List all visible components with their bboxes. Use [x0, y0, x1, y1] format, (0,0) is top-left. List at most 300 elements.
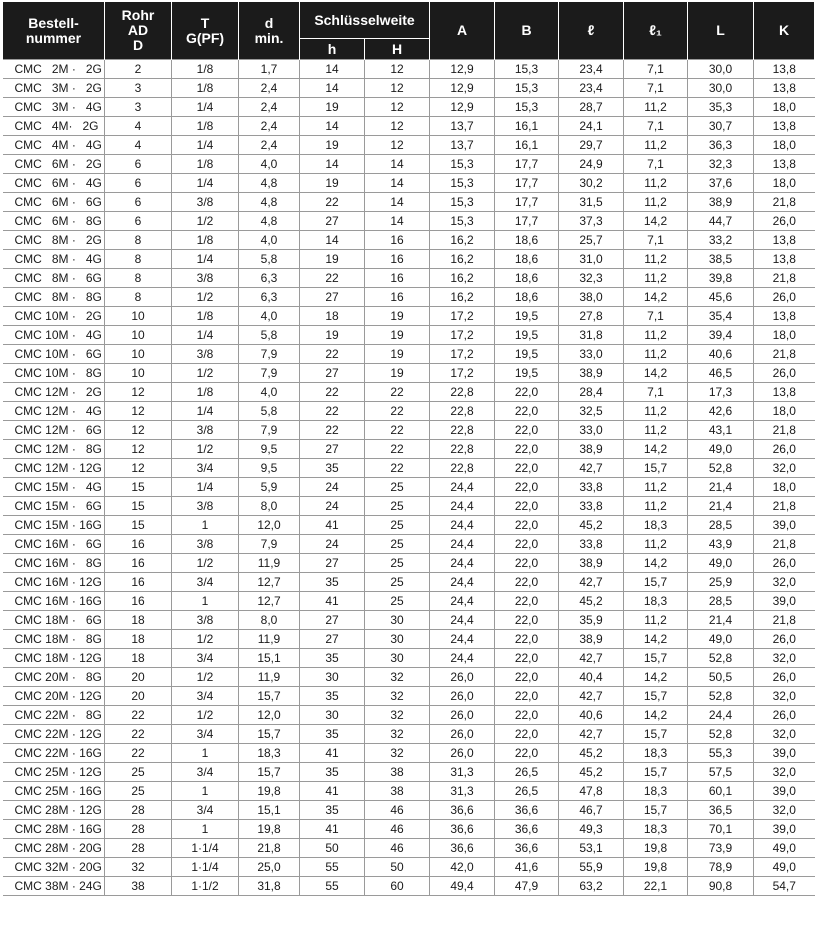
- cell-l1: 18,3: [624, 516, 688, 535]
- cell-l: 42,7: [559, 649, 624, 668]
- cell-l-big: 21,4: [688, 611, 754, 630]
- cell-l-big: 57,5: [688, 763, 754, 782]
- cell-l: 45,2: [559, 516, 624, 535]
- cell-d-min: 8,0: [239, 497, 300, 516]
- cell-a: 36,6: [430, 801, 495, 820]
- cell-rohr-ad: 18: [105, 649, 172, 668]
- cell-rohr-ad: 22: [105, 744, 172, 763]
- cell-bestellnummer: CMC 22M · 12G: [3, 725, 105, 744]
- cell-a: 17,2: [430, 307, 495, 326]
- cell-h-small: 35: [300, 573, 365, 592]
- cell-k: 26,0: [754, 212, 815, 231]
- table-row: [3, 364, 815, 383]
- cell-rohr-ad: 28: [105, 820, 172, 839]
- header-l1: ℓ₁: [624, 2, 688, 60]
- cell-l1: 14,2: [624, 212, 688, 231]
- cell-rohr-ad: 16: [105, 592, 172, 611]
- cell-k: 21,8: [754, 497, 815, 516]
- table-row: [3, 687, 815, 706]
- table-row: [3, 554, 815, 573]
- cell-k: 26,0: [754, 668, 815, 687]
- cell-k: 26,0: [754, 706, 815, 725]
- cell-b: 19,5: [495, 345, 559, 364]
- cell-h-big: 30: [365, 649, 430, 668]
- cell-h-big: 30: [365, 630, 430, 649]
- cell-l-big: 42,6: [688, 402, 754, 421]
- cell-h-small: 41: [300, 744, 365, 763]
- cell-a: 24,4: [430, 630, 495, 649]
- cell-thread-t: 1/4: [172, 478, 239, 497]
- cell-rohr-ad: 22: [105, 725, 172, 744]
- cell-h-big: 22: [365, 383, 430, 402]
- cell-h-big: 32: [365, 668, 430, 687]
- cell-l1: 18,3: [624, 820, 688, 839]
- cell-rohr-ad: 8: [105, 250, 172, 269]
- cell-rohr-ad: 15: [105, 516, 172, 535]
- cell-h-big: 32: [365, 706, 430, 725]
- cell-l1: 15,7: [624, 763, 688, 782]
- cell-bestellnummer: CMC 15M · 4G: [3, 478, 105, 497]
- cell-h-big: 30: [365, 611, 430, 630]
- cell-l1: 7,1: [624, 117, 688, 136]
- cell-rohr-ad: 25: [105, 763, 172, 782]
- table-row: [3, 592, 815, 611]
- cell-h-big: 60: [365, 877, 430, 896]
- cell-bestellnummer: CMC 25M · 16G: [3, 782, 105, 801]
- cell-rohr-ad: 6: [105, 193, 172, 212]
- cell-d-min: 4,8: [239, 174, 300, 193]
- cell-rohr-ad: 12: [105, 402, 172, 421]
- table-row: [3, 421, 815, 440]
- cell-b: 17,7: [495, 174, 559, 193]
- cell-l: 45,2: [559, 763, 624, 782]
- table-row: [3, 383, 815, 402]
- cell-k: 54,7: [754, 877, 815, 896]
- cell-rohr-ad: 10: [105, 326, 172, 345]
- cell-k: 21,8: [754, 269, 815, 288]
- cell-h-small: 27: [300, 288, 365, 307]
- cell-bestellnummer: CMC 20M · 12G: [3, 687, 105, 706]
- cell-bestellnummer: CMC 38M · 24G: [3, 877, 105, 896]
- cell-thread-t: 1/2: [172, 554, 239, 573]
- cell-h-small: 24: [300, 535, 365, 554]
- cell-bestellnummer: CMC 3M · 4G: [3, 98, 105, 117]
- cell-d-min: 2,4: [239, 79, 300, 98]
- cell-rohr-ad: 10: [105, 345, 172, 364]
- cell-thread-t: 1: [172, 744, 239, 763]
- cell-b: 18,6: [495, 288, 559, 307]
- cell-l1: 15,7: [624, 801, 688, 820]
- cell-h-big: 12: [365, 79, 430, 98]
- cell-h-big: 19: [365, 326, 430, 345]
- cell-rohr-ad: 32: [105, 858, 172, 877]
- cell-l1: 11,2: [624, 250, 688, 269]
- cell-b: 26,5: [495, 782, 559, 801]
- cell-bestellnummer: CMC 8M · 6G: [3, 269, 105, 288]
- header-bestellnummer: Bestell- nummer: [3, 2, 105, 60]
- cell-h-small: 41: [300, 782, 365, 801]
- table-row: [3, 79, 815, 98]
- header-rohr-ad: Rohr AD D: [105, 2, 172, 60]
- cell-l-big: 30,0: [688, 79, 754, 98]
- cell-l: 38,0: [559, 288, 624, 307]
- cell-bestellnummer: CMC 16M · 16G: [3, 592, 105, 611]
- cell-thread-t: 3/8: [172, 497, 239, 516]
- cell-bestellnummer: CMC 6M · 2G: [3, 155, 105, 174]
- cell-rohr-ad: 12: [105, 440, 172, 459]
- cell-l-big: 38,5: [688, 250, 754, 269]
- cell-bestellnummer: CMC 6M · 8G: [3, 212, 105, 231]
- cell-k: 32,0: [754, 649, 815, 668]
- cell-l: 24,9: [559, 155, 624, 174]
- cell-h-small: 35: [300, 649, 365, 668]
- cell-k: 49,0: [754, 839, 815, 858]
- cell-d-min: 15,7: [239, 687, 300, 706]
- cell-l-big: 73,9: [688, 839, 754, 858]
- table-row: [3, 60, 815, 79]
- cell-rohr-ad: 38: [105, 877, 172, 896]
- cell-l-big: 30,0: [688, 60, 754, 79]
- cell-thread-t: 1: [172, 592, 239, 611]
- table-row: [3, 155, 815, 174]
- cell-bestellnummer: CMC 10M · 2G: [3, 307, 105, 326]
- table-row: [3, 649, 815, 668]
- cell-b: 22,0: [495, 573, 559, 592]
- cell-l1: 7,1: [624, 60, 688, 79]
- cell-l: 31,0: [559, 250, 624, 269]
- cell-l-big: 35,3: [688, 98, 754, 117]
- cell-d-min: 2,4: [239, 117, 300, 136]
- cell-thread-t: 1/2: [172, 668, 239, 687]
- cell-bestellnummer: CMC 8M · 2G: [3, 231, 105, 250]
- cell-d-min: 2,4: [239, 98, 300, 117]
- cell-rohr-ad: 15: [105, 478, 172, 497]
- cell-thread-t: 3/8: [172, 421, 239, 440]
- table-row: [3, 345, 815, 364]
- cell-bestellnummer: CMC 22M · 16G: [3, 744, 105, 763]
- cell-a: 31,3: [430, 763, 495, 782]
- cell-d-min: 7,9: [239, 345, 300, 364]
- cell-rohr-ad: 8: [105, 288, 172, 307]
- cell-l: 37,3: [559, 212, 624, 231]
- cell-h-small: 22: [300, 421, 365, 440]
- cell-thread-t: 1/8: [172, 307, 239, 326]
- cell-thread-t: 1/8: [172, 383, 239, 402]
- table-row: [3, 801, 815, 820]
- cell-l: 38,9: [559, 364, 624, 383]
- cell-l: 38,9: [559, 440, 624, 459]
- cell-l1: 19,8: [624, 839, 688, 858]
- cell-b: 18,6: [495, 250, 559, 269]
- cell-k: 13,8: [754, 79, 815, 98]
- table-row: [3, 763, 815, 782]
- cell-rohr-ad: 12: [105, 383, 172, 402]
- cell-bestellnummer: CMC 3M · 2G: [3, 79, 105, 98]
- cell-l1: 15,7: [624, 459, 688, 478]
- table-row: [3, 839, 815, 858]
- cell-l1: 7,1: [624, 231, 688, 250]
- cell-bestellnummer: CMC 22M · 8G: [3, 706, 105, 725]
- cell-l-big: 78,9: [688, 858, 754, 877]
- cell-l1: 11,2: [624, 174, 688, 193]
- cell-rohr-ad: 3: [105, 98, 172, 117]
- table-row: [3, 630, 815, 649]
- cell-d-min: 1,7: [239, 60, 300, 79]
- cell-h-small: 18: [300, 307, 365, 326]
- cell-h-big: 12: [365, 60, 430, 79]
- cell-l: 35,9: [559, 611, 624, 630]
- cell-h-big: 25: [365, 516, 430, 535]
- cell-k: 13,8: [754, 250, 815, 269]
- cell-l-big: 49,0: [688, 554, 754, 573]
- cell-rohr-ad: 3: [105, 79, 172, 98]
- cell-l1: 14,2: [624, 554, 688, 573]
- cell-thread-t: 3/4: [172, 763, 239, 782]
- cell-l-big: 52,8: [688, 459, 754, 478]
- cell-b: 19,5: [495, 364, 559, 383]
- cell-thread-t: 1/8: [172, 155, 239, 174]
- cell-thread-t: 1/2: [172, 706, 239, 725]
- cell-d-min: 15,7: [239, 725, 300, 744]
- cell-l: 42,7: [559, 725, 624, 744]
- cell-h-big: 22: [365, 459, 430, 478]
- cell-a: 24,4: [430, 478, 495, 497]
- cell-d-min: 11,9: [239, 554, 300, 573]
- cell-rohr-ad: 20: [105, 687, 172, 706]
- cell-k: 18,0: [754, 174, 815, 193]
- cell-bestellnummer: CMC 8M · 8G: [3, 288, 105, 307]
- cell-l-big: 36,5: [688, 801, 754, 820]
- cell-bestellnummer: CMC 4M · 4G: [3, 136, 105, 155]
- cell-b: 17,7: [495, 193, 559, 212]
- cell-b: 18,6: [495, 269, 559, 288]
- cell-rohr-ad: 16: [105, 535, 172, 554]
- cell-h-big: 25: [365, 535, 430, 554]
- cell-b: 16,1: [495, 117, 559, 136]
- cell-l-big: 21,4: [688, 478, 754, 497]
- table-row: [3, 136, 815, 155]
- cell-a: 36,6: [430, 839, 495, 858]
- cell-thread-t: 1/2: [172, 212, 239, 231]
- cell-l: 28,7: [559, 98, 624, 117]
- cell-thread-t: 1: [172, 820, 239, 839]
- cell-bestellnummer: CMC 12M · 8G: [3, 440, 105, 459]
- cell-thread-t: 1·1/4: [172, 858, 239, 877]
- cell-thread-t: 3/4: [172, 725, 239, 744]
- cell-l-big: 52,8: [688, 725, 754, 744]
- table-row: [3, 516, 815, 535]
- cell-l-big: 17,3: [688, 383, 754, 402]
- cell-l1: 11,2: [624, 98, 688, 117]
- cell-h-small: 41: [300, 516, 365, 535]
- cell-l1: 11,2: [624, 345, 688, 364]
- cell-rohr-ad: 16: [105, 573, 172, 592]
- cell-d-min: 4,0: [239, 383, 300, 402]
- cell-bestellnummer: CMC 18M · 6G: [3, 611, 105, 630]
- table-row: [3, 98, 815, 117]
- cell-k: 21,8: [754, 535, 815, 554]
- cell-bestellnummer: CMC 4M· 2G: [3, 117, 105, 136]
- cell-l-big: 21,4: [688, 497, 754, 516]
- cell-l: 42,7: [559, 573, 624, 592]
- cell-l: 25,7: [559, 231, 624, 250]
- cell-thread-t: 1: [172, 782, 239, 801]
- cell-b: 22,0: [495, 497, 559, 516]
- cell-l1: 14,2: [624, 440, 688, 459]
- cell-a: 12,9: [430, 98, 495, 117]
- cell-h-small: 19: [300, 136, 365, 155]
- cell-b: 22,0: [495, 459, 559, 478]
- cell-rohr-ad: 12: [105, 421, 172, 440]
- cell-d-min: 12,0: [239, 706, 300, 725]
- cell-l-big: 38,9: [688, 193, 754, 212]
- cell-h-small: 19: [300, 174, 365, 193]
- cell-b: 26,5: [495, 763, 559, 782]
- cell-l-big: 39,4: [688, 326, 754, 345]
- cell-d-min: 2,4: [239, 136, 300, 155]
- cell-d-min: 7,9: [239, 535, 300, 554]
- cell-h-big: 12: [365, 98, 430, 117]
- cell-l1: 14,2: [624, 630, 688, 649]
- table-row: [3, 212, 815, 231]
- cell-l1: 11,2: [624, 611, 688, 630]
- cell-rohr-ad: 4: [105, 136, 172, 155]
- cell-k: 21,8: [754, 611, 815, 630]
- cell-l: 31,5: [559, 193, 624, 212]
- cell-l1: 15,7: [624, 573, 688, 592]
- cell-b: 22,0: [495, 649, 559, 668]
- cell-l: 30,2: [559, 174, 624, 193]
- cell-h-big: 25: [365, 497, 430, 516]
- cell-a: 22,8: [430, 440, 495, 459]
- cell-thread-t: 3/4: [172, 573, 239, 592]
- table-row: [3, 174, 815, 193]
- cell-a: 24,4: [430, 497, 495, 516]
- cell-h-small: 22: [300, 383, 365, 402]
- cell-a: 24,4: [430, 535, 495, 554]
- cell-l: 32,5: [559, 402, 624, 421]
- cell-bestellnummer: CMC 15M · 16G: [3, 516, 105, 535]
- cell-a: 12,9: [430, 79, 495, 98]
- cell-b: 18,6: [495, 231, 559, 250]
- cell-a: 26,0: [430, 706, 495, 725]
- cell-thread-t: 1/8: [172, 117, 239, 136]
- cell-d-min: 9,5: [239, 459, 300, 478]
- table-row: [3, 820, 815, 839]
- cell-l-big: 36,3: [688, 136, 754, 155]
- cell-h-big: 19: [365, 345, 430, 364]
- cell-d-min: 21,8: [239, 839, 300, 858]
- cell-k: 39,0: [754, 820, 815, 839]
- cell-k: 32,0: [754, 763, 815, 782]
- cell-rohr-ad: 28: [105, 839, 172, 858]
- cell-h-big: 25: [365, 554, 430, 573]
- cell-l-big: 32,3: [688, 155, 754, 174]
- cell-a: 49,4: [430, 877, 495, 896]
- cell-l: 42,7: [559, 459, 624, 478]
- table-row: [3, 250, 815, 269]
- cell-bestellnummer: CMC 28M · 20G: [3, 839, 105, 858]
- cell-l1: 14,2: [624, 706, 688, 725]
- cell-d-min: 25,0: [239, 858, 300, 877]
- cell-l: 27,8: [559, 307, 624, 326]
- cell-h-big: 38: [365, 763, 430, 782]
- cell-b: 36,6: [495, 801, 559, 820]
- cell-h-big: 12: [365, 117, 430, 136]
- cell-k: 13,8: [754, 383, 815, 402]
- cell-thread-t: 1·1/2: [172, 877, 239, 896]
- cell-l-big: 49,0: [688, 440, 754, 459]
- cell-thread-t: 3/8: [172, 193, 239, 212]
- cell-h-big: 25: [365, 478, 430, 497]
- cell-b: 22,0: [495, 592, 559, 611]
- cell-bestellnummer: CMC 18M · 8G: [3, 630, 105, 649]
- cell-l-big: 46,5: [688, 364, 754, 383]
- cell-b: 22,0: [495, 706, 559, 725]
- cell-b: 22,0: [495, 421, 559, 440]
- cell-h-small: 35: [300, 763, 365, 782]
- cell-a: 15,3: [430, 174, 495, 193]
- table-body: [3, 60, 815, 896]
- cell-a: 15,3: [430, 212, 495, 231]
- cell-bestellnummer: CMC 8M · 4G: [3, 250, 105, 269]
- header-l: ℓ: [559, 2, 624, 60]
- table-row: [3, 288, 815, 307]
- cell-b: 36,6: [495, 839, 559, 858]
- header-schluesselweite: Schlüsselweite: [300, 2, 430, 39]
- cell-rohr-ad: 8: [105, 269, 172, 288]
- cell-h-small: 14: [300, 231, 365, 250]
- cell-bestellnummer: CMC 16M · 6G: [3, 535, 105, 554]
- cell-h-small: 27: [300, 630, 365, 649]
- cell-h-small: 24: [300, 497, 365, 516]
- cell-d-min: 15,1: [239, 649, 300, 668]
- cell-d-min: 6,3: [239, 269, 300, 288]
- cell-h-small: 14: [300, 155, 365, 174]
- cell-b: 16,1: [495, 136, 559, 155]
- cell-b: 22,0: [495, 478, 559, 497]
- cell-a: 26,0: [430, 744, 495, 763]
- table-row: [3, 231, 815, 250]
- cell-l1: 11,2: [624, 136, 688, 155]
- cell-b: 41,6: [495, 858, 559, 877]
- cell-rohr-ad: 20: [105, 668, 172, 687]
- cell-a: 22,8: [430, 421, 495, 440]
- cell-l-big: 24,4: [688, 706, 754, 725]
- cell-d-min: 12,7: [239, 573, 300, 592]
- cell-l: 38,9: [559, 554, 624, 573]
- cell-l-big: 50,5: [688, 668, 754, 687]
- cell-k: 18,0: [754, 402, 815, 421]
- cell-a: 22,8: [430, 459, 495, 478]
- cell-l1: 7,1: [624, 155, 688, 174]
- header-b: B: [495, 2, 559, 60]
- cell-rohr-ad: 22: [105, 706, 172, 725]
- cell-l: 33,0: [559, 421, 624, 440]
- cell-l1: 7,1: [624, 307, 688, 326]
- cell-rohr-ad: 10: [105, 307, 172, 326]
- cell-h-big: 38: [365, 782, 430, 801]
- cell-h-small: 14: [300, 79, 365, 98]
- cell-a: 15,3: [430, 193, 495, 212]
- table-row: [3, 459, 815, 478]
- cell-thread-t: 3/4: [172, 649, 239, 668]
- cell-bestellnummer: CMC 12M · 6G: [3, 421, 105, 440]
- cell-d-min: 4,8: [239, 193, 300, 212]
- cell-h-small: 35: [300, 725, 365, 744]
- table-row: [3, 877, 815, 896]
- cell-d-min: 12,7: [239, 592, 300, 611]
